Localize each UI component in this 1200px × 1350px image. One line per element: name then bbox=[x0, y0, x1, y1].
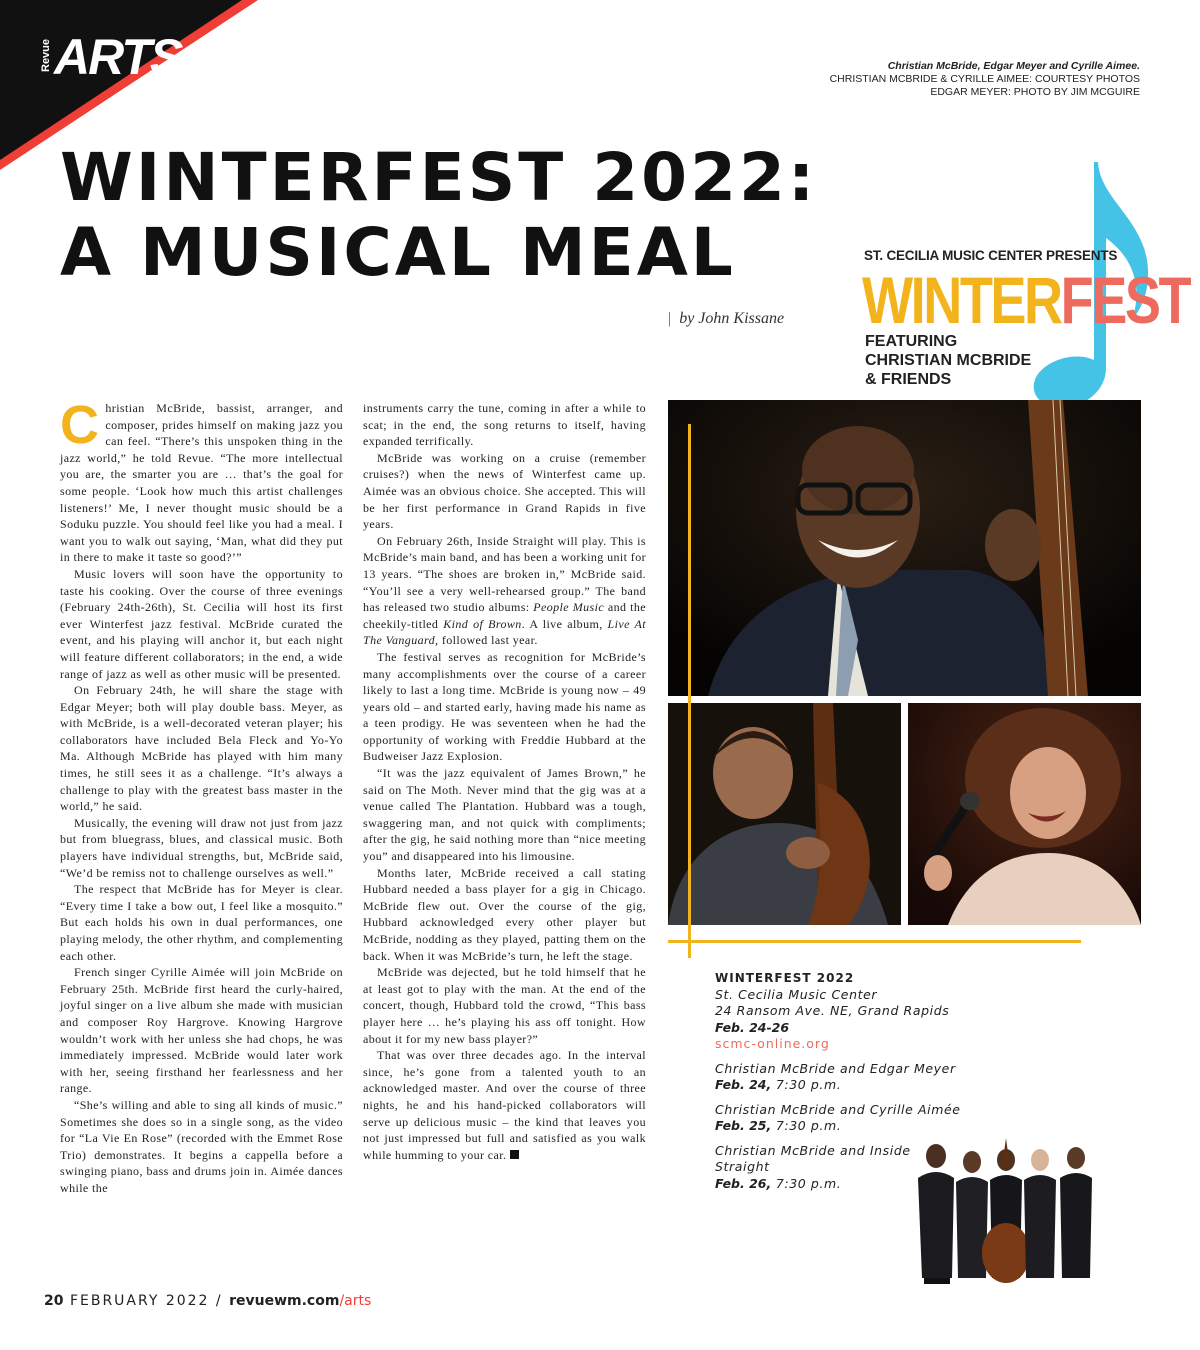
credit-names: Christian McBride, Edgar Meyer and Cyrille Aimee. bbox=[887, 60, 1140, 72]
event-website-link[interactable]: scmc-online.org bbox=[715, 1036, 830, 1051]
byline-bar: | bbox=[668, 310, 672, 327]
gold-horizontal-rule bbox=[668, 940, 1081, 943]
logo-featuring-1: FEATURING bbox=[865, 333, 958, 350]
article-column-1 bbox=[60, 395, 343, 1197]
paragraph bbox=[363, 1047, 646, 1163]
headline-line-2: A MUSICAL MEAL bbox=[60, 214, 736, 291]
paragraph bbox=[363, 533, 646, 649]
paragraph: McBride was working on a cruise (remember cruises?) when the news of Winterfest came up. Aimée was an obvious choice. She accepted. This will be her first performance in Grand Rapids in five years. bbox=[363, 450, 646, 532]
paragraph: “It was the jazz equivalent of James Brown,” he said on The Moth. Never mind that the gig was at a venue called The Plantation. Hubbard was a tough, swaggering man, and not quick with compliments; after the gig, he said nothing more than “nice meeting you” and disappeared into his limousine. bbox=[363, 766, 646, 864]
paragraph: instruments carry the tune, coming in after a while to scat; in the end, the song returns to itself, having expanded terrifically. bbox=[363, 401, 646, 449]
paragraph-text: On February 26th, Inside Straight will play. This is McBride’s main band, and has been a working unit for 13 years. “The shoes are broken in,” McBride said. “You’ll see a very well-rehearsed group.” The band has released two studio albums: bbox=[363, 533, 646, 615]
logo-winterfest bbox=[862, 265, 1189, 335]
show-1-artists: Christian McBride and Edgar Meyer bbox=[715, 1060, 956, 1076]
paragraph: “She’s willing and able to sing all kinds of music.” Sometimes she does so in a single song, as the video for “La Vie En Rose” (recorded with the Emmet Rose Trio) demonstrates. It begins a cappella before a swinging piano, bass and drums join in. Aimée dances while the bbox=[60, 1097, 343, 1195]
show-2-artists: Christian McBride and Cyrille Aimée bbox=[715, 1101, 961, 1117]
show-3-date: Feb. 26, bbox=[715, 1175, 772, 1191]
footer-separator: / bbox=[215, 1293, 223, 1309]
logo-featuring-3: & FRIENDS bbox=[865, 371, 952, 388]
event-title: WINTERFEST 2022 bbox=[715, 971, 855, 985]
site-link[interactable]: revuewm.com bbox=[229, 1293, 340, 1309]
album-title: Live At The Vanguard bbox=[363, 616, 646, 648]
paragraph: On February 24th, he will share the stage with Edgar Meyer; both will play double bass. Meyer, as with McBride, is a well-decorated veteran player; his collaborators have included Bela Fleck and Yo-Yo Ma. Although McBride has played with him many times, he still sees it as a challenge. “It’s always a challenge to play with the greatest bass master in the world,” he said. bbox=[60, 683, 343, 814]
album-title: People Music bbox=[533, 600, 605, 615]
paragraph-text: and the cheekily-titled bbox=[363, 600, 646, 631]
credit-line-2: CHRISTIAN MCBRIDE & CYRILLE AIMEE: COURTESY PHOTOS bbox=[829, 73, 1140, 85]
section-link[interactable]: /arts bbox=[339, 1293, 372, 1309]
paragraph-text: . A live album, bbox=[521, 616, 608, 631]
album-title: Kind of Brown bbox=[443, 616, 522, 631]
drop-cap: C bbox=[60, 395, 100, 455]
photo-edgar-meyer bbox=[668, 703, 901, 925]
logo-featuring-2: CHRISTIAN MCBRIDE bbox=[865, 352, 1032, 369]
byline bbox=[668, 310, 784, 328]
paragraph: The festival serves as recognition for McBride’s many accomplishments over the course of a career likely to last a long time. McBride is young now – 49 years old – and started early, having made his name as a teen prodigy. He was seventeen when he had the opportunity of working with Freddie Hubbard at the Budweiser Jazz Explosion. bbox=[363, 649, 646, 764]
event-venue: St. Cecilia Music Center bbox=[715, 986, 878, 1002]
byline-author: by John Kissane bbox=[679, 310, 785, 327]
paragraph: McBride was dejected, but he told himself that he at least got to play with the man. At the end of the concert, though, Hubbard told the crowd, “This bass player here … he’s playing his ass off tonight. How about it for my new bass player?” bbox=[363, 965, 646, 1046]
photo-credits bbox=[830, 60, 1140, 99]
paragraph-text: hristian McBride, bassist, arranger, and composer, prides himself on making jazz you can feel. “There’s this unspoken thing in the jazz world,” he told Revue. “The more intellectual you are, the smarter you are … that’s the goal for some people. ‘Look how much this artist challenges listeners!’ Me, I never thought music should be a Soduku puzzle. You should feel like you had a meal. I want you to walk out saying, ‘Man, what did they put in there to make it taste so good?’” bbox=[60, 401, 343, 565]
band-member bbox=[918, 1144, 954, 1284]
photo-christian-mcbride bbox=[668, 400, 1141, 696]
arts-section-logo: ARTS bbox=[54, 29, 182, 85]
article-headline bbox=[60, 140, 817, 290]
revue-logo-text: Revue bbox=[40, 38, 52, 72]
logo-fest: FEST bbox=[1060, 263, 1190, 337]
photo-cyrille-aimee bbox=[908, 703, 1141, 925]
show-3-artists: Christian McBride and Inside Straight bbox=[715, 1142, 911, 1174]
meyer-photo-illustration bbox=[668, 703, 901, 925]
paragraph-text: That was over three decades ago. In the interval since, he’s gone from a talented youth to an acknowledged master. And over the course of three nights, he and his hand-picked collaborators will serve up delicious music – the kind that leaves you not just impressed but full and satisfied as you walk while humming to your car. bbox=[363, 1048, 646, 1162]
show-2-datetime bbox=[715, 1118, 985, 1135]
show-2-date: Feb. 25, bbox=[715, 1118, 772, 1133]
winterfest-logo bbox=[860, 160, 1190, 410]
band-member bbox=[1060, 1147, 1092, 1278]
show-2-time: 7:30 p.m. bbox=[771, 1118, 842, 1133]
logo-winter: WINTER bbox=[862, 263, 1061, 337]
paragraph bbox=[60, 395, 343, 566]
show-1-datetime bbox=[715, 1077, 985, 1094]
paragraph: Music lovers will soon have the opportunity to taste his cooking. Over the course of three evenings (February 24th-26th), St. Cecilia will host its first ever Winterfest jazz festival. McBride curated the event, and his playing will anchor it, but each night will feature different collaborators; in the end, a wide range of jazz as well as other music will be presented. bbox=[60, 566, 343, 681]
page-footer bbox=[44, 1293, 371, 1309]
logo-featuring bbox=[865, 332, 1031, 389]
photo-inside-straight-band bbox=[910, 1138, 1100, 1288]
page-number: 20 bbox=[44, 1293, 64, 1309]
credit-line-3: EDGAR MEYER: PHOTO BY JIM MCGUIRE bbox=[930, 86, 1140, 98]
paragraph-text: , followed last year. bbox=[435, 633, 538, 648]
show-1-date: Feb. 24, bbox=[715, 1077, 772, 1092]
paragraph: Musically, the evening will draw not just from jazz but from bluegrass, blues, and classical music. Both players have individual strengths, but, McBride said, “We’d be remiss not to challenge ourselves as well.” bbox=[60, 815, 343, 880]
article-column-2 bbox=[363, 400, 646, 1163]
event-address: 24 Ransom Ave. NE, Grand Rapids bbox=[715, 1003, 950, 1018]
mcbride-photo-illustration bbox=[668, 400, 1141, 696]
end-mark-icon bbox=[510, 1150, 519, 1159]
paragraph: Months later, McBride received a call stating Hubbard needed a bass player for a gig in Chicago. McBride flew out. Over the course of the gig, Hubbard acknowledged every other player but McBride, nodding as they played, patting them on the back. When it was McBride’s turn, he left the stage. bbox=[363, 865, 646, 963]
aimee-photo-illustration bbox=[908, 703, 1141, 925]
issue-date: FEBRUARY 2022 bbox=[69, 1293, 210, 1309]
paragraph: The respect that McBride has for Meyer is clear. “Every time I take a bow out, I feel like a mosquito.” But each holds his own in dual performances, one playing melody, the other rhythm, and complementing each other. bbox=[60, 882, 343, 963]
show-1-time: 7:30 p.m. bbox=[771, 1077, 842, 1092]
paragraph: French singer Cyrille Aimée will join McBride on February 25th. McBride first heard the curly-haired, joyful singer on a live album she made with musician and composer Roy Hargrove. Knowing Hargrove wouldn’t work with her unless she had chops, he was immediately impressed. McBride would later work with her, seeing firsthand her fearlessness and her range. bbox=[60, 965, 343, 1096]
show-3-time: 7:30 p.m. bbox=[771, 1175, 842, 1191]
headline-line-1: WINTERFEST 2022: bbox=[60, 139, 818, 216]
event-dates: Feb. 24-26 bbox=[715, 1019, 790, 1035]
band-member bbox=[1024, 1149, 1056, 1278]
gold-vertical-rule bbox=[688, 424, 691, 958]
logo-presents: ST. CECILIA MUSIC CENTER PRESENTS bbox=[864, 248, 1118, 263]
band-member bbox=[982, 1138, 1030, 1283]
